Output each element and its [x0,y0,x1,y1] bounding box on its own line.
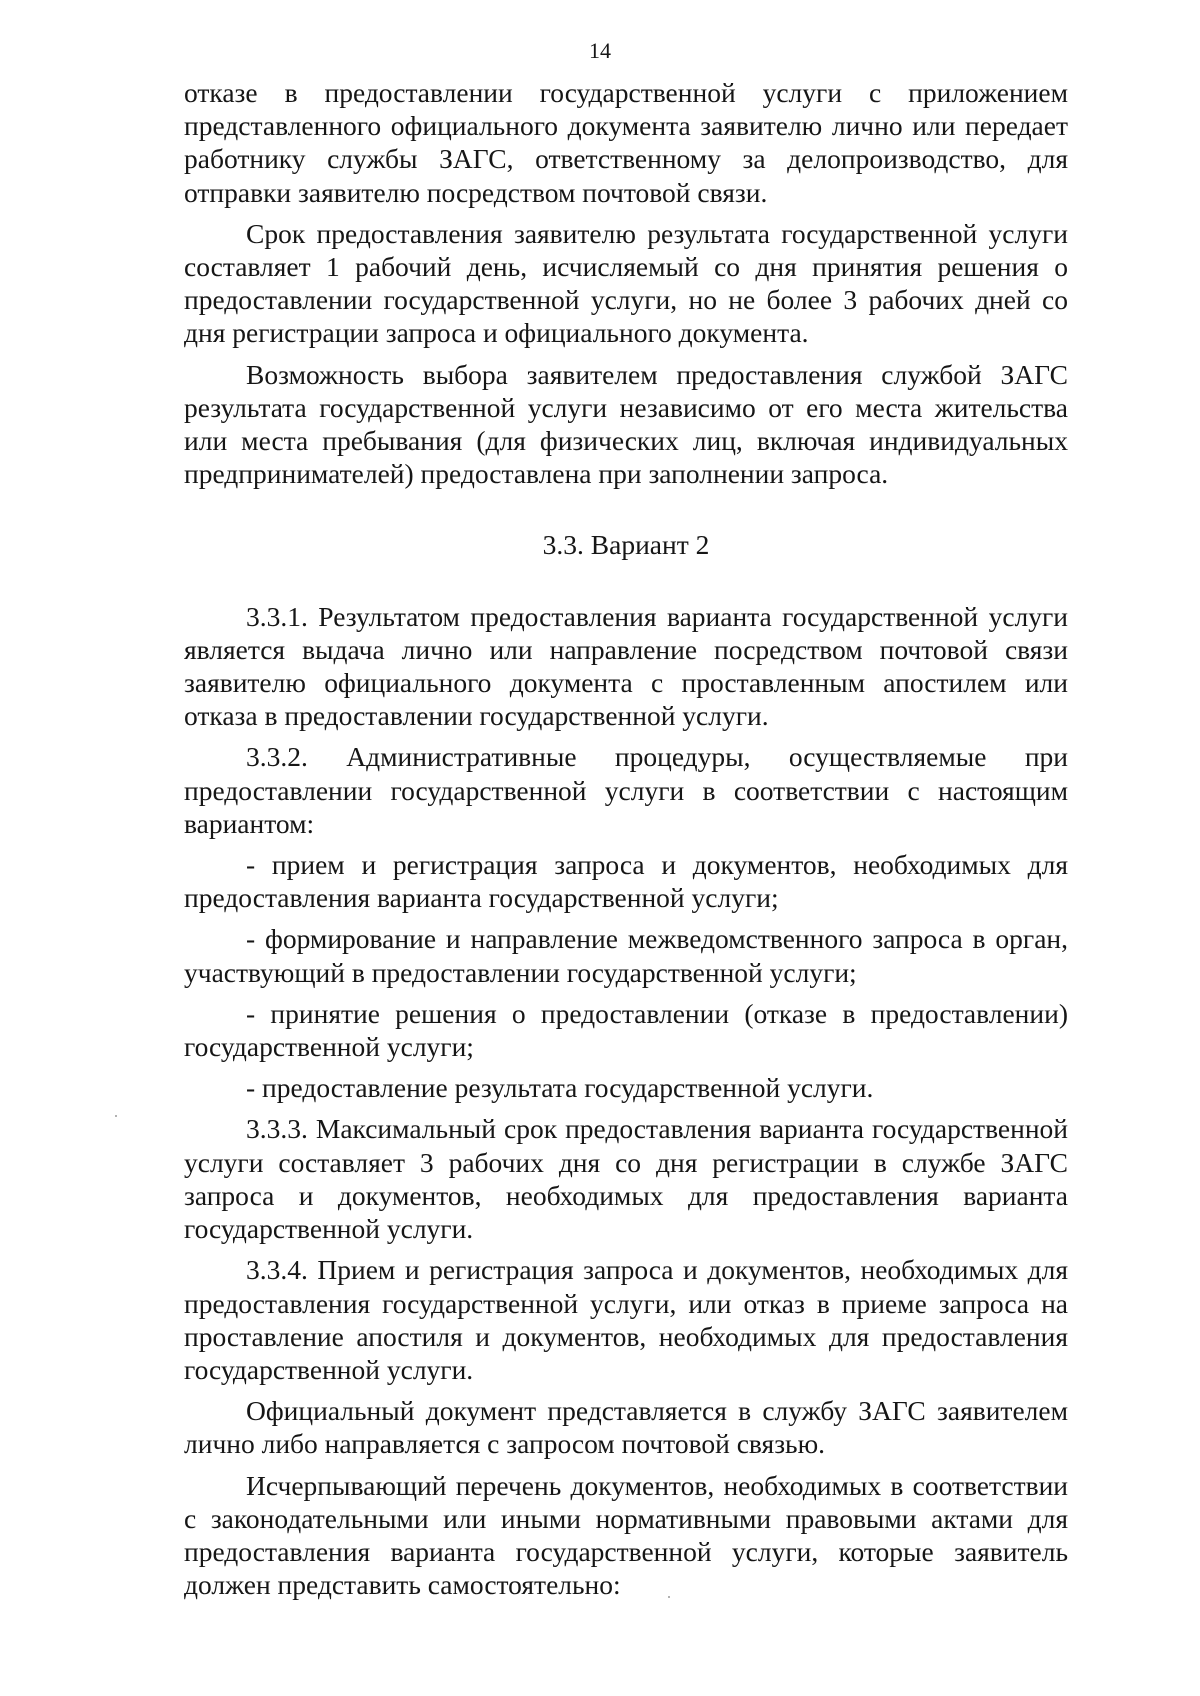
document-body [184,76,1068,1601]
paragraph-result-term: Срок предоставления заявителю результата государственной услуги составляет 1 рабочий день, исчисляемый со дня принятия решения о предоставлении государственной услуги, но не более 3 рабочих дней со дня регистрации запроса и официального документа. [184,217,1068,349]
paragraph-documents-list: Исчерпывающий перечень документов, необходимых в соответствии с законодательными или иными нормативными правовыми актами для предоставления варианта государственной услуги, которые заявитель должен представить самостоятельно: [184,1469,1068,1601]
list-item-decision: - принятие решения о предоставлении (отказе в предоставлении) государственной услуги; [184,997,1068,1063]
paragraph-3-3-4: 3.3.4. Прием и регистрация запроса и документов, необходимых для предоставления государственной услуги, или отказ в приеме запроса на проставление апостиля и документов, необходимых для предоставления государственной услуги. [184,1254,1068,1385]
list-item-result: - предоставление результата государственной услуги. [246,1072,874,1104]
paragraph-3-3-1: 3.3.1. Результатом предоставления варианта государственной услуги является выдача лично или направление посредством почтовой связи заявителю официального документа с проставленным апостилем или отказа в предоставлении государственной услуги. [184,600,1068,732]
paragraph-continuation: отказе в предоставлении государственной услуги с приложением представленного официального документа заявителю лично или передает работнику службы ЗАГС, ответственному за делопроизводство, для отправки заявителю посредством почтовой связи. [184,77,1068,208]
paragraph-3-3-2: 3.3.2. Административные процедуры, осуществляемые при предоставлении государственной услуги в соответствии с настоящим вариантом: [184,741,1068,839]
paragraph-3-3-3: 3.3.3. Максимальный срок предоставления варианта государственной услуги составляет 3 рабочих дня со дня регистрации в службе ЗАГС запроса и документов, необходимых для предоставления варианта государственной услуги. [184,1113,1068,1245]
paragraph-result-choice: Возможность выбора заявителем предоставления службой ЗАГС результата государственной услуги независимо от его места жительства или места пребывания (для физических лиц, включая индивидуальных предпринимателей) предоставлена при заполнении запроса. [184,358,1068,490]
section-title: 3.3. Вариант 2 [542,529,710,561]
scan-speck [115,1115,117,1117]
list-item-interagency-request: - формирование и направление межведомственного запроса в орган, участвующий в предоставлении государственной услуги; [184,923,1068,988]
page-number: 14 [589,38,611,63]
scan-speck [668,1596,670,1598]
list-item-reception: - прием и регистрация запроса и документов, необходимых для предоставления варианта государственной услуги; [184,849,1068,914]
paragraph-official-document: Официальный документ представляется в службу ЗАГС заявителем лично либо направляется с запросом почтовой связью. [184,1395,1068,1460]
